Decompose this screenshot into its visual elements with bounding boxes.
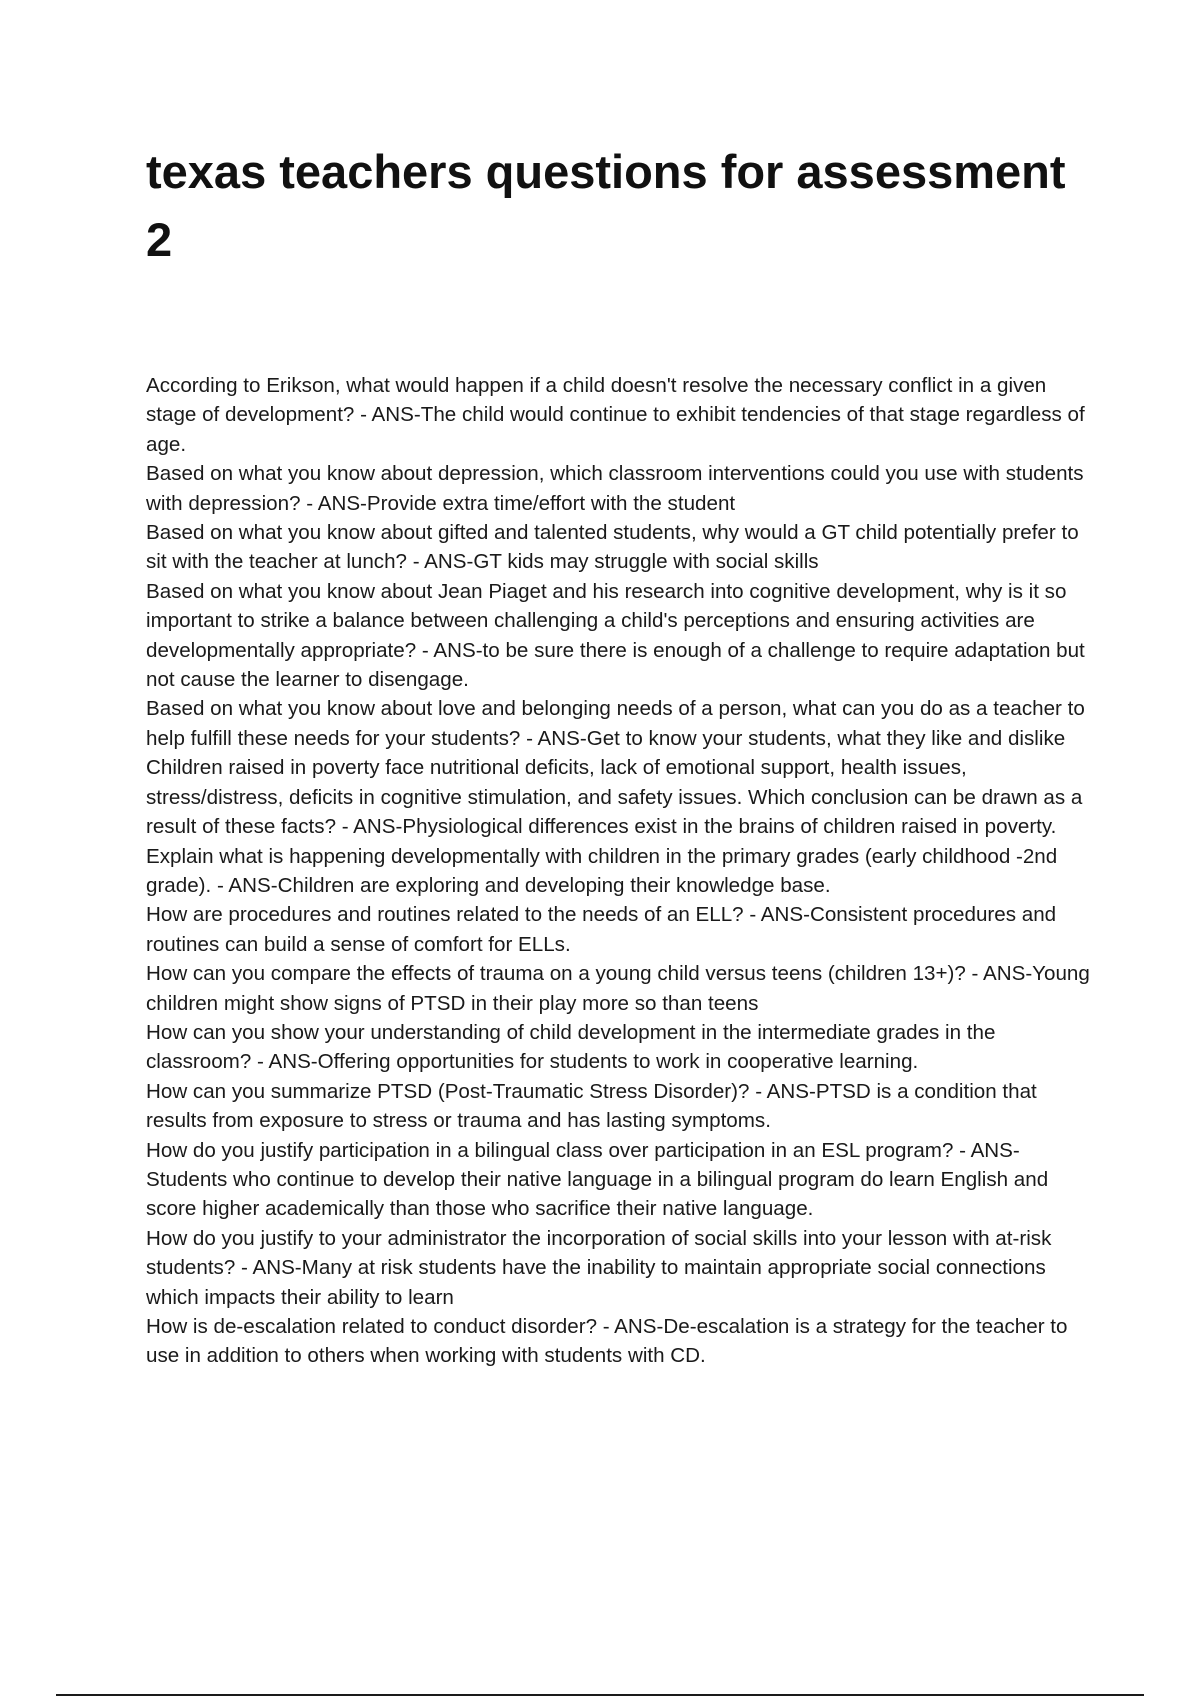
- qa-entry-6: Children raised in poverty face nutritional deficits, lack of emotional support, health issues, stress/distress, deficits in cognitive stimulation, and safety issues. Which conclusion can be drawn as a result of these facts? - ANS-Physiological differences exist in the brains of children raised in poverty.: [146, 756, 1083, 839]
- document-title: texas teachers questions for assessment 2: [146, 145, 1066, 266]
- qa-entry-4: Based on what you know about Jean Piaget and his research into cognitive development, why is it so important to strike a balance between challenging a child's perceptions and ensuring activities are developmentally appropriate? - ANS-to be sure there is enough of a challenge to require adaptation but not cause the learner to disengage.: [146, 579, 1085, 692]
- qa-entry-8: How are procedures and routines related to the needs of an ELL? - ANS-Consistent procedures and routines can build a sense of comfort for ELLs.: [146, 903, 1057, 956]
- qa-entry-13: How do you justify to your administrator the incorporation of social skills into your lesson with at-risk students? - ANS-Many at risk students have the inability to maintain appropriate social connections which impacts their ability to learn: [146, 1226, 1052, 1309]
- qa-entry-14: How is de-escalation related to conduct disorder? - ANS-De-escalation is a strategy for the teacher to use in addition to others when working with students with CD.: [146, 1315, 1068, 1368]
- qa-entry-7: Explain what is happening developmentally with children in the primary grades (early childhood -2nd grade). - ANS-Children are exploring and developing their knowledge base.: [146, 844, 1058, 897]
- qa-entry-3: Based on what you know about gifted and talented students, why would a GT child potentially prefer to sit with the teacher at lunch? - ANS-GT kids may struggle with social skills: [146, 521, 1079, 574]
- qa-entry-9: How can you compare the effects of trauma on a young child versus teens (children 13+)? - ANS-Young children might show signs of PTSD in their play more so than teens: [146, 962, 1090, 1015]
- question-answer-list: [146, 371, 1092, 1371]
- qa-entry-2: Based on what you know about depression, which classroom interventions could you use with students with depression? - ANS-Provide extra time/effort with the student: [146, 462, 1084, 515]
- footer-divider: [56, 1694, 1144, 1696]
- qa-entry-1: According to Erikson, what would happen if a child doesn't resolve the necessary conflict in a given stage of development? - ANS-The child would continue to exhibit tendencies of that stage regardless of age.: [146, 374, 1085, 456]
- qa-entry-11: How can you summarize PTSD (Post-Traumatic Stress Disorder)? - ANS-PTSD is a condition that results from exposure to stress or trauma and has lasting symptoms.: [146, 1079, 1037, 1133]
- qa-entry-12: How do you justify participation in a bilingual class over participation in an ESL program? - ANS-Students who continue to develop their native language in a bilingual program do learn English and score higher academically than those who sacrifice their native language.: [146, 1138, 1049, 1221]
- qa-entry-10: How can you show your understanding of child development in the intermediate grades in the classroom? - ANS-Offering opportunities for students to work in cooperative learning.: [146, 1020, 996, 1074]
- qa-entry-5: Based on what you know about love and belonging needs of a person, what can you do as a teacher to help fulfill these needs for your students? - ANS-Get to know your students, what they like and dislike: [146, 697, 1085, 750]
